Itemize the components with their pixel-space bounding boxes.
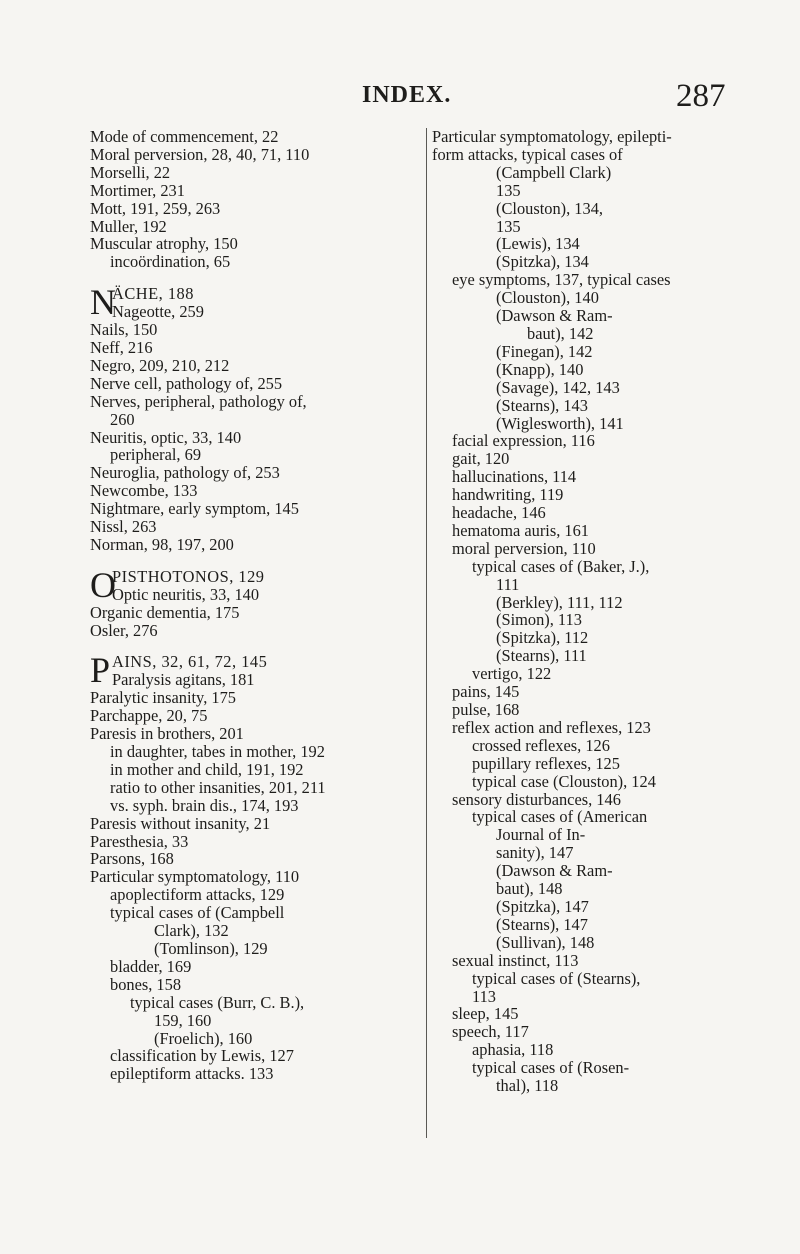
index-entry: Paralysis agitans, 181 [112,670,255,690]
index-entry: (Campbell Clark) [496,162,612,182]
index-entry: Journal of In- [496,825,586,845]
index-entry: (Spitzka), 134 [496,252,589,272]
index-entry: Nerve cell, pathology of, 255 [90,373,283,393]
index-entry: Osler, 276 [90,620,158,640]
index-entry: Mott, 191, 259, 263 [90,198,221,218]
index-entry: speech, 117 [452,1022,529,1042]
index-entry: Parchappe, 20, 75 [90,706,208,726]
index-entry: Morselli, 22 [90,162,171,182]
index-entry: peripheral, 69 [110,445,202,465]
index-entry: pulse, 168 [452,700,520,719]
index-section-n [90,282,420,323]
page-header [0,78,800,118]
n-entries [90,321,420,554]
index-entry: Optic neuritis, 33, 140 [112,584,260,604]
column-divider [426,128,427,1138]
index-entry: typical cases (Burr, C. B.), [130,992,305,1012]
index-entry: sanity), 147 [496,843,574,863]
index-entry: ratio to other insanities, 201, 211 [110,777,326,797]
index-entry: typical cases of (Rosen- [472,1058,630,1078]
index-entry: Mortimer, 231 [90,180,185,200]
index-entry: PISTHOTONOS, 129 [112,566,265,586]
index-entry: (Sullivan), 148 [496,932,595,952]
index-entry: (Stearns), 111 [496,646,587,666]
index-entry: incoördination, 65 [110,252,231,272]
page-title: INDEX. [362,82,452,108]
index-entry: (Dawson & Ram- [496,306,613,326]
index-entry: Newcombe, 133 [90,481,198,501]
index-entry: bladder, 169 [110,956,192,976]
p-entries [90,689,420,1083]
index-entry: (Simon), 113 [496,610,582,630]
index-entry: reflex action and reflexes, 123 [452,717,651,737]
index-entry: (Stearns), 147 [496,914,588,934]
index-entry: Nageotte, 259 [112,302,204,322]
index-entry: in mother and child, 191, 192 [110,759,304,779]
index-entry: aphasia, 118 [472,1040,554,1060]
index-entry: 111 [496,574,520,594]
index-entry: Neuroglia, pathology of, 253 [90,463,280,483]
page-number: 287 [676,78,726,114]
index-entry: eye symptoms, 137, typical cases [452,270,671,290]
index-entry: Paralytic insanity, 175 [90,688,236,708]
index-entry: Clark), 132 [154,921,229,941]
index-entry: (Knapp), 140 [496,359,584,379]
index-entry: Paresthesia, 33 [90,831,189,851]
index-entry: (Clouston), 140 [496,288,599,308]
index-entry: Nightmare, early symptom, 145 [90,499,299,519]
index-entry: typical cases of (Campbell [110,903,285,923]
section-initial-p: P [90,650,111,691]
index-entry: (Stearns), 143 [496,395,588,415]
section-p-lead-lines [112,653,420,689]
index-entry: hallucinations, 114 [452,467,577,487]
index-entry: in daughter, tabes in mother, 192 [110,742,325,761]
index-entry: (Spitzka), 112 [496,628,589,648]
index-entry: 135 [496,180,521,200]
index-entry: gait, 120 [452,449,510,469]
o-entries [90,604,420,640]
index-entry: moral perversion, 110 [452,538,596,558]
index-entry: thal), 118 [496,1076,559,1096]
index-entry: typical cases of (Baker, J.), [472,556,650,576]
index-entry: (Berkley), 111, 112 [496,592,623,612]
index-entry: Nails, 150 [90,320,158,340]
index-entry: Muscular atrophy, 150 [90,234,238,254]
index-entry: Neuritis, optic, 33, 140 [90,427,242,447]
index-entry: baut), 148 [496,879,563,899]
index-entry: Nerves, peripheral, pathology of, [90,391,307,411]
index-entry: (Clouston), 134, [496,198,603,218]
index-entry: (Froelich), 160 [154,1028,253,1048]
index-entry: typical case (Clouston), 124 [472,771,656,791]
index-entry: Particular symptomatology, epilepti- [432,127,672,146]
index-entry: classification by Lewis, 127 [110,1046,294,1066]
index-entry: sexual instinct, 113 [452,950,579,970]
index-entry: bones, 158 [110,974,182,994]
index-entry: Particular symptomatology, 110 [90,867,300,887]
index-entry: ÄCHE, 188 [112,284,194,304]
index-entry: Negro, 209, 210, 212 [90,355,230,375]
index-entry: (Spitzka), 147 [496,896,589,916]
index-entry: (Tomlinson), 129 [154,938,268,958]
index-entry: Paresis in brothers, 201 [90,724,244,744]
index-entry: 135 [496,216,521,236]
index-entry: vs. syph. brain dis., 174, 193 [110,795,299,815]
index-entry: (Wiglesworth), 141 [496,413,624,433]
index-entry: crossed reflexes, 126 [472,735,610,755]
index-entry: 113 [472,986,496,1006]
index-entry: Mode of commencement, 22 [90,127,279,146]
m-entries [90,128,420,271]
index-entry: headache, 146 [452,503,546,523]
index-entry: Organic dementia, 175 [90,602,240,622]
section-initial-n: N [90,282,116,323]
index-entry: pupillary reflexes, 125 [472,753,620,773]
index-entry: Paresis without insanity, 21 [90,813,271,833]
index-entry: AINS, 32, 61, 72, 145 [112,652,268,672]
index-entry: handwriting, 119 [452,485,564,505]
index-entry: hematoma auris, 161 [452,520,590,540]
index-entry: apoplectiform attacks, 129 [110,885,285,905]
index-entry: Parsons, 168 [90,849,174,869]
index-entry: epileptiform attacks. 133 [110,1064,274,1084]
index-entry: (Dawson & Ram- [496,861,613,881]
index-entry: (Savage), 142, 143 [496,377,620,397]
index-column-left [90,128,420,1083]
index-entry: pains, 145 [452,682,520,702]
index-column-right [432,128,772,1095]
index-entry: (Finegan), 142 [496,341,593,361]
index-entry: baut), 142 [527,323,594,343]
index-section-p [90,650,420,691]
index-entry: Muller, 192 [90,216,167,236]
index-entry: sensory disturbances, 146 [452,789,621,809]
section-o-lead-lines [112,568,420,604]
index-entry: Nissl, 263 [90,517,157,537]
index-entry: Moral perversion, 28, 40, 71, 110 [90,144,310,164]
index-entry: facial expression, 116 [452,431,595,451]
index-entry: 159, 160 [154,1010,212,1030]
index-entry: form attacks, typical cases of [432,144,623,164]
index-entry: (Lewis), 134 [496,234,580,254]
index-entry: typical cases of (American [472,807,648,827]
section-initial-o: O [90,564,116,605]
index-section-o [90,564,420,605]
index-entry: vertigo, 122 [472,664,552,684]
index-entry: sleep, 145 [452,1004,519,1024]
index-entry: typical cases of (Stearns), [472,968,641,988]
index-entry: Neff, 216 [90,337,153,357]
section-n-lead-lines [112,285,420,321]
index-entry: Norman, 98, 197, 200 [90,534,234,554]
index-entry: 260 [110,409,135,429]
